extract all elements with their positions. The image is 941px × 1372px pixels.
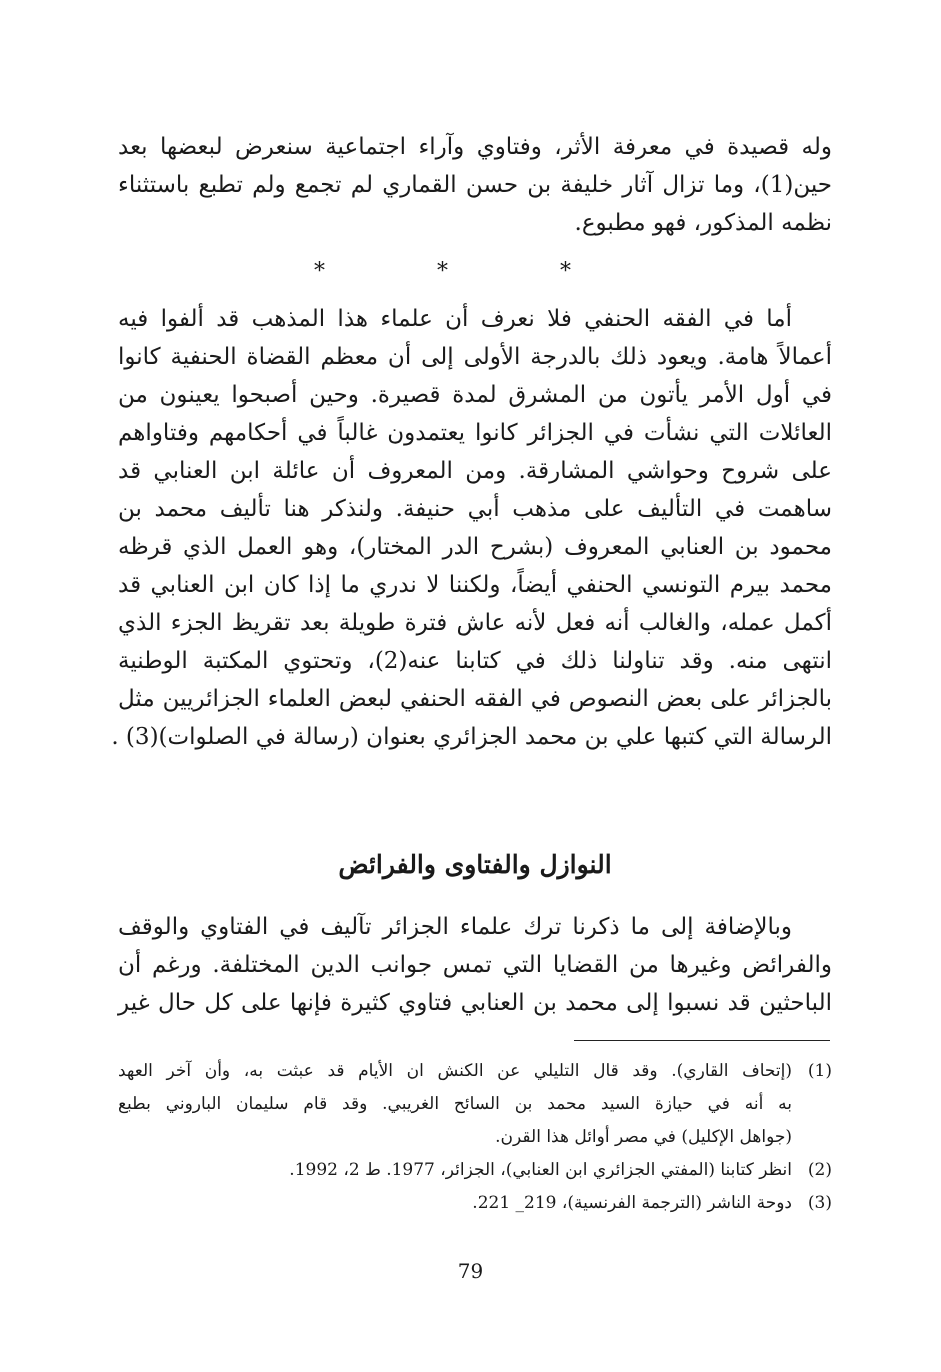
footnote-line: (جواهل الإكليل) في مصر أوائل هذا القرن. [495, 1127, 792, 1147]
text-line: في أول الأمر يأتون من المشرق لمدة قصيرة. وحين أصبحوا يعينون من [118, 382, 832, 408]
page-number: 79 [457, 1259, 484, 1283]
paragraph-1 [118, 128, 832, 242]
footnote-line: (إتحاف القاري). وقد قال التليلي عن الكنش ان الأيام قد عبثت به، وأن آخر العهد [118, 1061, 792, 1081]
text-line: نظمه المذكور، فهو مطبوع. [574, 210, 832, 236]
separator-star: * [437, 259, 504, 284]
footnote-number: (2) [807, 1160, 832, 1180]
footnote-2 [118, 1154, 832, 1187]
text-line: بالجزائر على بعض النصوص في الفقه الحنفي لبعض العلماء الجزائريين مثل [118, 686, 832, 712]
separator-star: * [314, 259, 381, 284]
text-line: الباحثين قد نسبوا إلى محمد بن العنابي فتاوي كثيرة فإنها على كل حال غير [118, 990, 832, 1016]
section-separator [0, 258, 941, 286]
separator-star: * [560, 259, 627, 284]
footnote-text [118, 1154, 792, 1187]
text-line: انتهى منه. وقد تناولنا ذلك في كتابنا عنه(2)، وتحتوي المكتبة الوطنية [118, 648, 832, 674]
text-line: أعمالاً هامة. ويعود ذلك بالدرجة الأولى إلى أن معظم القضاة الحنفية كانوا [118, 344, 832, 370]
footnote-divider [574, 1040, 830, 1041]
text-line: الرسالة التي كتبها علي بن محمد الجزائري بعنوان (رسالة في الصلوات)(3) . [111, 724, 832, 750]
text-line: وبالإضافة إلى ما ذكرنا ترك علماء الجزائر تآليف في الفتاوي والوقف [118, 914, 792, 940]
section-heading: النوازل والفتاوى والفرائض [338, 850, 612, 879]
text-line: محمد بيرم التونسي الحنفي أيضاً، ولكننا لا ندري ما إذا كان ابن العنابي قد [118, 572, 832, 598]
footnote-1 [118, 1055, 832, 1154]
paragraph-2 [111, 300, 832, 756]
text-line: وله قصيدة في معرفة الأثر، وفتاوي وآراء اجتماعية سنعرض لبعضها بعد [118, 134, 832, 160]
text-line: والفرائض وغيرها من القضايا التي تمس جوانب الدين المختلفة. ورغم أن [118, 952, 832, 978]
footnote-number: (1) [807, 1061, 832, 1081]
footnote-text [118, 1055, 792, 1154]
paragraph-3 [118, 908, 832, 1022]
footnote-number: (3) [807, 1193, 832, 1213]
footnote-3 [118, 1187, 832, 1220]
text-line: أما في الفقه الحنفي فلا نعرف أن علماء هذا المذهب قد ألفوا فيه [118, 306, 792, 332]
text-line: ساهمت في التأليف على مذهب أبي حنيفة. ولنذكر هنا تأليف محمد بن [118, 496, 832, 522]
footnotes [118, 1055, 832, 1220]
text-line: العائلات التي نشأت في الجزائر كانوا يعتمدون غالباً في أحكامهم وفتاواهم [118, 420, 832, 446]
footnote-line: دوحة الناشر (الترجمة الفرنسية)، 219_ 221. [472, 1193, 792, 1213]
footnote-text [118, 1187, 792, 1220]
text-line: محمود بن العنابي المعروف (بشرح الدر المختار)، وهو العمل الذي قرظه [118, 534, 832, 560]
text-line: على شروح وحواشي المشارقة. ومن المعروف أن عائلة ابن العنابي قد [118, 458, 832, 484]
footnote-line: به أنه في حيازة السيد محمد بن السائح الغريبي. وقد قام سليمان الباروني بطبع [118, 1094, 792, 1114]
footnote-line: انظر كتابنا (المفتي الجزائري ابن العنابي)، الجزائر، 1977. ط 2، 1992. [289, 1160, 792, 1180]
text-line: أكمل عمله، والغالب أنه فعل لأنه عاش فترة طويلة بعد تقريظ الجزء الذي [118, 610, 832, 636]
text-line: حين(1)، وما تزال آثار خليفة بن حسن القماري لم تجمع ولم تطبع باستثناء [118, 172, 832, 198]
